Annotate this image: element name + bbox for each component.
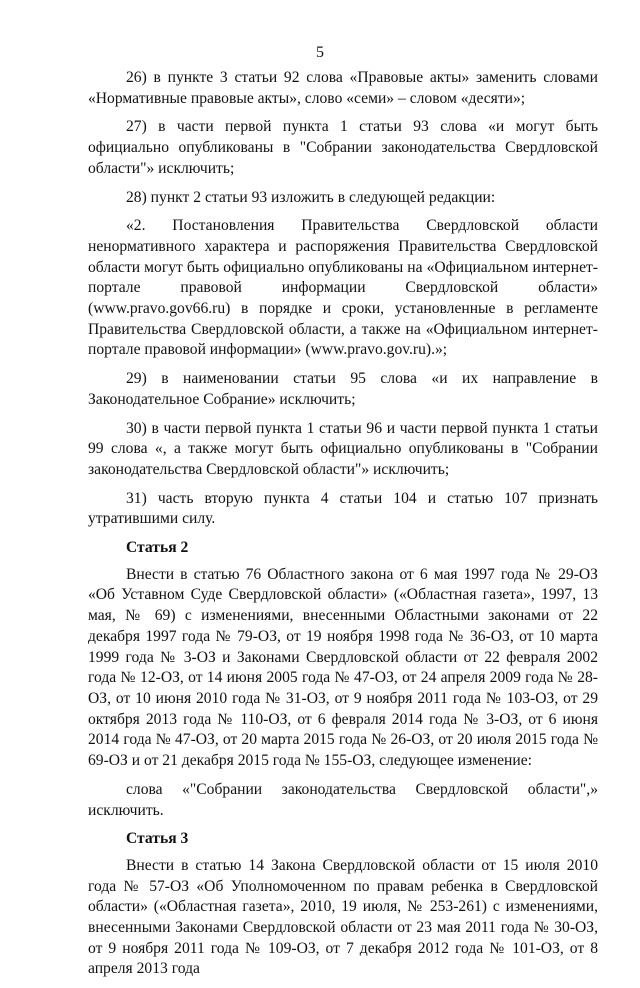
- document-body: [88, 68, 598, 988]
- item-27: 27) в части первой пункта 1 статьи 93 слова «и могут быть официально опубликованы в "Собрании законодательства Свердловской области"» исключить;: [88, 118, 598, 177]
- page-number: 5: [316, 44, 324, 61]
- article-2-heading: Статья 2: [126, 539, 189, 557]
- item-30: 30) в части первой пункта 1 статьи 96 и части первой пункта 1 статьи 99 слова «, а также могут быть официально опубликованы в "Собрании законодательства Свердловской области"» исключить;: [88, 419, 598, 478]
- item-31: 31) часть вторую пункта 4 статьи 104 и статью 107 признать утратившими силу.: [88, 489, 598, 528]
- item-26: 26) в пункте 3 статьи 92 слова «Правовые акты» заменить словами «Нормативные правовые акты», слово «семи» – словом «десяти»;: [88, 69, 598, 107]
- item-28: 28) пункт 2 статьи 93 изложить в следующей редакции:: [126, 188, 496, 206]
- article-2-body: Внести в статью 76 Областного закона от 6 мая 1997 года № 29-ОЗ «Об Уставном Суде Свердловской области» («Областная газета», 1997, 13 мая, № 69) с изменениями, внесенными Областными законами от 22 декабря 1997 года № 79-ОЗ, от 19 ноября 1998 года № 36-ОЗ, от 10 марта 1999 года № 3-ОЗ и Законами Свердловской области от 22 февраля 2002 года № 12-ОЗ, от 14 июня 2005 года № 47-ОЗ, от 24 апреля 2009 года № 28-ОЗ, от 10 июня 2010 года № 31-ОЗ, от 9 ноября 2011 года № 103-ОЗ, от 29 октября 2013 года № 110-ОЗ, от 6 февраля 2014 года № 3-ОЗ, от 6 июня 2014 года № 47-ОЗ, от 20 марта 2015 года № 26-ОЗ, от 20 июля 2015 года № 69-ОЗ и от 21 декабря 2015 года № 155-ОЗ, следующее изменение:: [88, 565, 598, 770]
- item-29: 29) в наименовании статьи 95 слова «и их направление в Законодательное Собрание» исключить;: [88, 370, 598, 408]
- article-3-heading: Статья 3: [126, 830, 189, 848]
- article-2-change: слова «"Собрании законодательства Свердловской области",» исключить.: [88, 780, 598, 819]
- item-28-new-text: «2. Постановления Правительства Свердловской области ненормативного характера и распоряжения Правительства Свердловской области могут быть официально опубликованы на «Официальном интернет-портале правовой информации Свердловской области» (www.pravo.gov66.ru) в порядке и сроки, установленные в регламенте Правительства Свердловской области, а также на «Официальном интернет-портале правовой информации» (www.pravo.gov.ru).»;: [88, 217, 598, 359]
- article-3-body: Внести в статью 14 Закона Свердловской области от 15 июля 2010 года № 57-ОЗ «Об Уполномоченном по правам ребенка в Свердловской области» («Областная газета», 2010, 19 июля, № 253-261) с изменениями, внесенными Законами Свердловской области от 23 мая 2011 года № 30-ОЗ, от 9 ноября 2011 года № 109-ОЗ, от 7 декабря 2012 года № 101-ОЗ, от 8 апреля 2013 года: [88, 856, 598, 978]
